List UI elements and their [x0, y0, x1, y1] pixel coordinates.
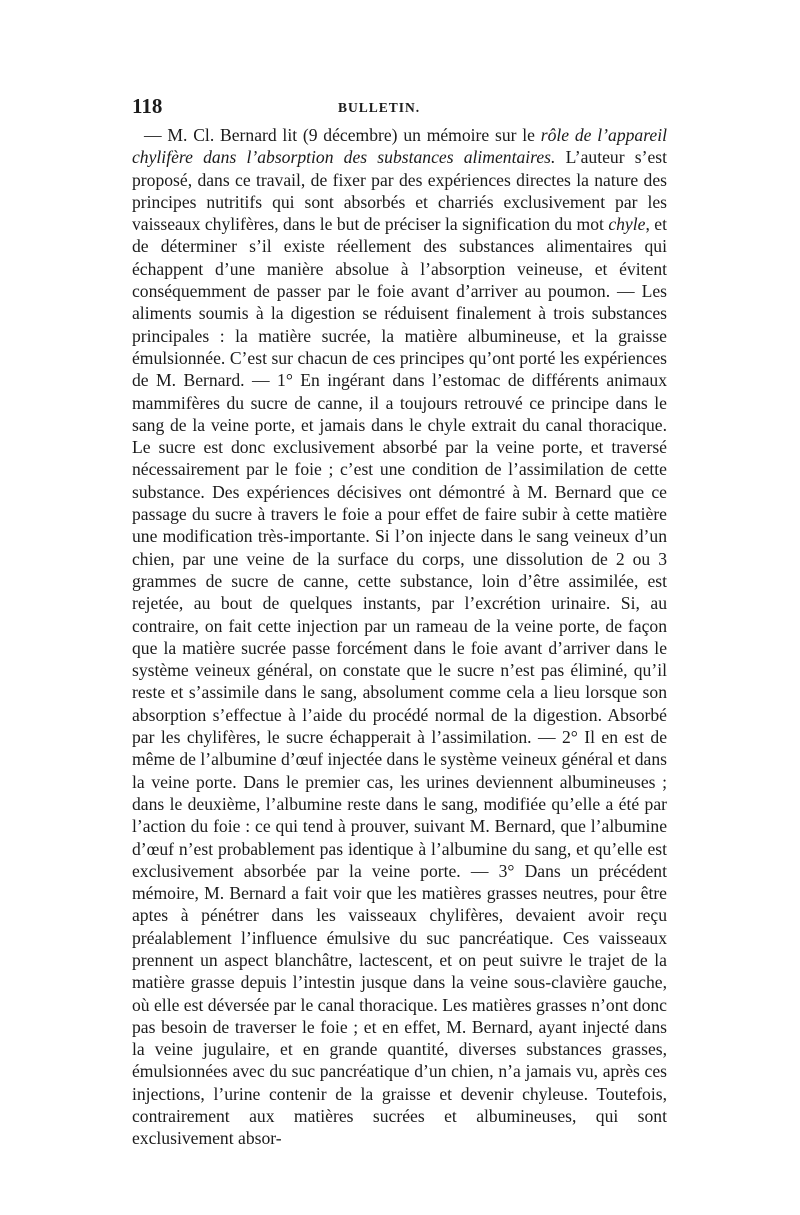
- paragraph-intro: — M. Cl. Bernard lit (9 décembre) un mémoire sur le: [144, 125, 541, 145]
- paragraph-text: L’auteur s’est proposé, dans ce travail, de fixer par des expériences directes la nature des principes nutritifs qui sont absorbés et charriés exclusivement par les vaisseaux chylifères, dans le but de préciser la signification du mot: [132, 147, 667, 235]
- page-number: 118: [132, 94, 163, 118]
- body-paragraph: [132, 124, 667, 1150]
- book-page: [132, 94, 667, 1150]
- paragraph-text-continued: , et de déterminer s’il existe réellement des substances alimentaires qui échappent d’une manière absolue à l’absorption veineuse, et évitent conséquemment de passer par le foie avant d’arriver au poumon. — Les aliments soumis à la digestion se réduisent finalement à trois substances principales : la matière sucrée, la matière albumineuse, et la graisse émulsionnée. C’est sur chacun de ces principes qu’ont porté les expériences de M. Bernard. — 1° En ingérant dans l’estomac de différents animaux mammifères du sucre de canne, il a toujours retrouvé ce principe dans le sang de la veine porte, et jamais dans le chyle extrait du canal thoracique. Le sucre est donc exclusivement absorbé par la veine porte, et traversé nécessairement par le foie ; c’est une condition de l’assimilation de cette substance. Des expériences décisives ont démontré à M. Bernard que ce passage du sucre à travers le foie a pour effet de faire subir à cette matière une modification très-importante. Si l’on injecte dans le sang veineux d’un chien, par une veine de la surface du corps, une dissolution de 2 ou 3 grammes de sucre de canne, cette substance, loin d’être assimilée, est rejetée, au bout de quelques instants, par l’excrétion urinaire. Si, au contraire, on fait cette injection par un rameau de la veine porte, de façon que la matière sucrée passe forcément dans le foie avant d’arriver dans le système veineux général, on constate que le sucre n’est pas éliminé, qu’il reste et s’assimile dans le sang, absolument comme cela a lieu lorsque son absorption s’effectue à l’aide du procédé normal de la digestion. Absorbé par les chylifères, le sucre échapperait à l’assimilation. — 2° Il en est de même de l’albumine d’œuf injectée dans le système veineux général et dans la veine porte. Dans le premier cas, les urines deviennent albumineuses ; dans le deuxième, l’albumine reste dans le sang, modifiée qu’elle a été par l’action du foie : ce qui tend à prouver, suivant M. Bernard, que l’albumine d’œuf n’est probablement pas identique à l’albumine du sang, et qu’elle est exclusivement absorbée par la veine porte. — 3° Dans un précédent mémoire, M. Bernard a fait voir que les matières grasses neutres, pour être aptes à pénétrer dans les vaisseaux chylifères, devaient avoir reçu préalablement l’influence émulsive du suc pancréatique. Ces vaisseaux prennent un aspect blanchâtre, lactescent, et on peut suivre le trajet de la matière grasse depuis l’intestin jusque dans la veine sous-clavière gauche, où elle est déversée par le canal thoracique. Les matières grasses n’ont donc pas besoin de traverser le foie ; et en effet, M. Bernard, ayant injecté dans la veine jugulaire, et en grande quantité, diverses substances grasses, émulsionnées avec du suc pancréatique d’un chien, n’a jamais vu, après ces injections, l’urine contenir de la graisse et devenir chyleuse. Toutefois, contrairement aux matières sucrées et albumineuses, qui sont exclusivement absor-: [132, 214, 667, 1149]
- memoir-title: rôle de l’appareil chylifère dans l’absorption des substances alimentaires.: [132, 125, 667, 168]
- running-title: BULLETIN.: [338, 100, 421, 115]
- running-head: [132, 94, 667, 124]
- chyle-term: chyle: [608, 214, 646, 235]
